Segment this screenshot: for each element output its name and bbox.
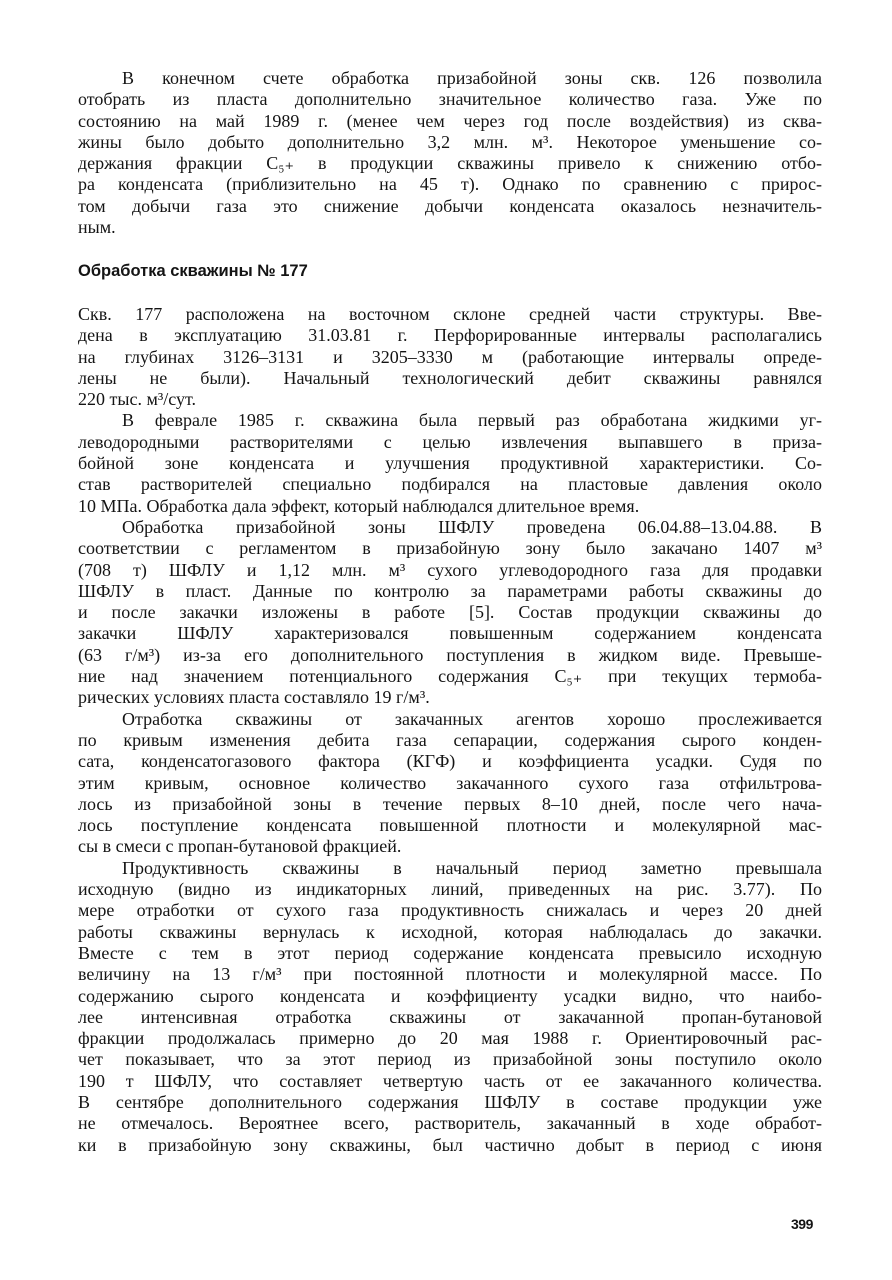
text-line: бойной зоне конденсата и улучшения продуктивной характеристики. Со-	[78, 453, 822, 474]
text-line: исходную (видно из индикаторных линий, приведенных на рис. 3.77). По	[78, 879, 822, 900]
text-line: ШФЛУ в пласт. Данные по контролю за параметрами работы скважины до	[78, 580, 822, 601]
section-heading: Обработка скважины № 177	[78, 262, 308, 280]
text-line: 190 т ШФЛУ, что составляет четвертую часть от ее закачанного количества.	[78, 1070, 822, 1091]
text-line: Продуктивность скважины в начальный период заметно превышала	[122, 857, 822, 878]
text-line: 220 тыс. м³/сут.	[78, 389, 197, 410]
text-line: этим кривым, основное количество закачанного сухого газа отфильтрова-	[78, 772, 822, 793]
text-line: чет показывает, что за этот период из призабойной зоны поступило около	[78, 1049, 822, 1070]
text-line: том добычи газа это снижение добычи конденсата оказалось незначитель-	[78, 195, 822, 216]
text-line: В конечном счете обработка призабойной зоны скв. 126 позволила	[122, 68, 822, 88]
text-line: держания фракции C₅₊ в продукции скважины привело к снижению отбо-	[78, 153, 822, 174]
text-line: отобрать из пласта дополнительно значительное количество газа. Уже по	[78, 89, 822, 110]
paragraph-intro	[78, 68, 822, 238]
text-line: жины было добыто дополнительно 3,2 млн. м³. Некоторое уменьшение со-	[78, 131, 822, 152]
text-line: Отработка скважины от закачанных агентов хорошо прослеживается	[122, 708, 822, 729]
text-line: лее интенсивная отработка скважины от закачанной пропан-бутановой	[78, 1006, 822, 1027]
text-line: и после закачки изложены в работе [5]. Состав продукции скважины до	[78, 602, 822, 623]
text-line: не отмечалось. Вероятнее всего, растворитель, закачанный в ходе обработ-	[78, 1113, 822, 1134]
text-line: ние над значением потенциального содержания C₅₊ при текущих термоба-	[78, 666, 822, 687]
text-line: величину на 13 г/м³ при постоянной плотности и молекулярной массе. По	[78, 964, 822, 985]
section-body	[78, 304, 822, 1156]
text-line: Обработка призабойной зоны ШФЛУ проведена 06.04.88–13.04.88. В	[122, 516, 822, 537]
text-line: сы в смеси с пропан-бутановой фракцией.	[78, 836, 402, 857]
text-line: В сентябре дополнительного содержания ШФЛУ в составе продукции уже	[78, 1091, 822, 1112]
text-line: рических условиях пласта составляло 19 г/м³.	[78, 687, 430, 708]
text-line: работы скважины вернулась к исходной, которая наблюдалась до закачки.	[78, 921, 822, 942]
text-line: сата, конденсатогазового фактора (КГФ) и коэффициента усадки. Судя по	[78, 751, 822, 772]
text-line: состоянию на май 1989 г. (менее чем через год после воздействия) из сква-	[78, 110, 822, 131]
text-line: Скв. 177 расположена на восточном склоне средней части структуры. Вве-	[78, 304, 822, 324]
text-line: леводородными растворителями с целью извлечения выпавшего в приза-	[78, 431, 822, 452]
text-line: ным.	[78, 217, 116, 238]
text-line: 10 МПа. Обработка дала эффект, который наблюдался длительное время.	[78, 495, 640, 516]
text-line: Вместе с тем в этот период содержание конденсата превысило исходную	[78, 942, 822, 963]
text-line: (63 г/м³) из-за его дополнительного поступления в жидком виде. Превыше-	[78, 644, 822, 665]
text-line: В феврале 1985 г. скважина была первый раз обработана жидкими уг-	[122, 410, 822, 431]
text-line: соответствии с регламентом в призабойную зону было закачано 1407 м³	[78, 538, 822, 559]
text-line: фракции продолжалась примерно до 20 мая 1988 г. Ориентировочный рас-	[78, 1028, 822, 1049]
text-line: дена в эксплуатацию 31.03.81 г. Перфорированные интервалы располагались	[78, 325, 822, 346]
text-line: содержанию сырого конденсата и коэффициенту усадки видно, что наибо-	[78, 985, 822, 1006]
text-line: по кривым изменения дебита газа сепарации, содержания сырого конден-	[78, 729, 822, 750]
text-line: мере отработки от сухого газа продуктивность снижалась и через 20 дней	[78, 900, 822, 921]
text-line: (708 т) ШФЛУ и 1,12 млн. м³ сухого углеводородного газа для продавки	[78, 559, 822, 580]
text-line: лены не были). Начальный технологический дебит скважины равнялся	[78, 367, 822, 388]
text-line: закачки ШФЛУ характеризовался повышенным содержанием конденсата	[78, 623, 822, 644]
page-number: 399	[791, 1216, 813, 1232]
text-line: ра конденсата (приблизительно на 45 т). Однако по сравнению с прирос-	[78, 174, 822, 195]
text-line: лось поступление конденсата повышенной плотности и молекулярной мас-	[78, 815, 822, 836]
text-line: на глубинах 3126–3131 и 3205–3330 м (работающие интервалы опреде-	[78, 346, 822, 367]
text-line: лось из призабойной зоны в течение первых 8–10 дней, после чего нача-	[78, 793, 822, 814]
text-line: ки в призабойную зону скважины, был частично добыт в период с июня	[78, 1134, 822, 1155]
text-line: став растворителей специально подбирался на пластовые давления около	[78, 474, 822, 495]
